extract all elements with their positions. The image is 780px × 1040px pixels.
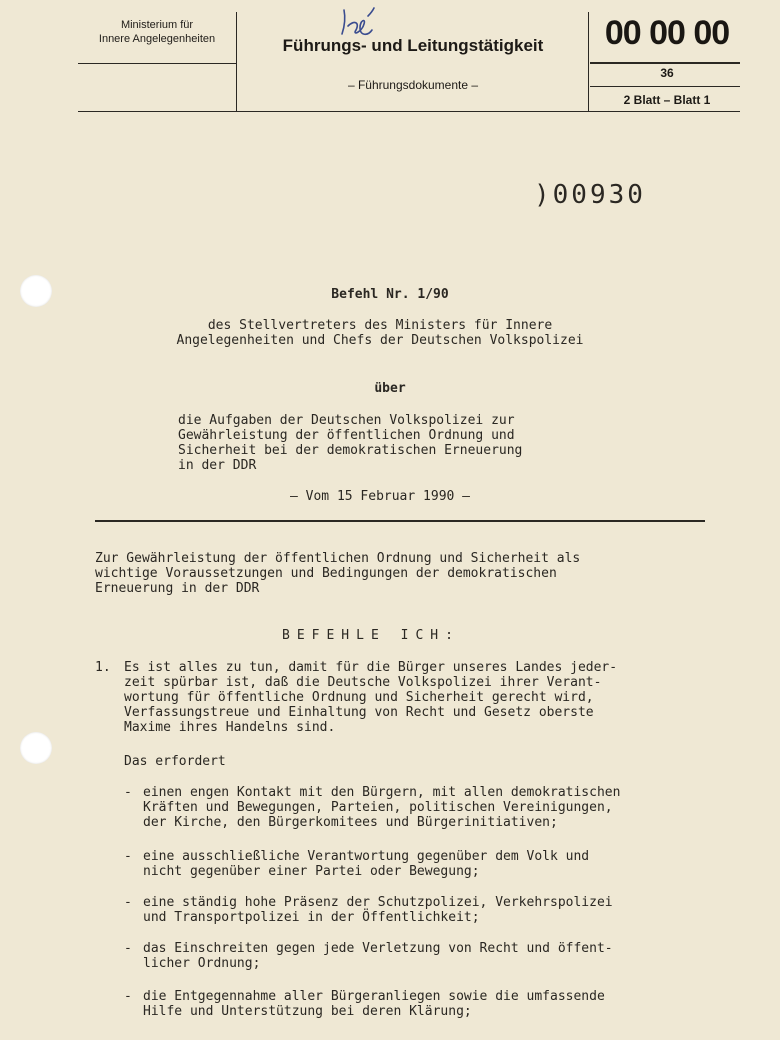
file-number: 36 [660, 66, 674, 80]
header-file-rule [590, 86, 740, 87]
ministry-name [78, 18, 236, 46]
issuer-line-2: Angelegenheiten und Chefs der Deutschen Volkspolizei [176, 333, 584, 348]
point-1-line-5: Maxime ihres Handelns sind. [124, 720, 336, 735]
header-divider-right [588, 12, 589, 112]
issuer-line-1: des Stellvertreters des Ministers für Innere [207, 318, 553, 333]
bullet-3-line-2: und Transportpolizei in der Öffentlichkeit; [143, 910, 480, 925]
bullet-5-line-2: Hilfe und Unterstützung bei deren Klärung; [143, 1004, 472, 1019]
bullet-dash: - [124, 941, 132, 956]
intro-line-2: wichtige Voraussetzungen und Bedingungen der demokratischen [95, 566, 557, 581]
letterhead-title: Führungs- und Leitungstätigkeit [282, 36, 544, 55]
heading-separator [95, 520, 705, 522]
point-1-line-3: wortung für öffentliche Ordnung und Sicherheit gerecht wird, [124, 690, 594, 705]
subject-line-4: in der DDR [178, 458, 257, 473]
header-number-rule [590, 62, 740, 64]
bullet-4-line-2: licher Ordnung; [143, 956, 261, 971]
bullet-5-line-1: die Entgegennahme aller Bürgeranliegen sowie die umfassende [143, 989, 605, 1004]
order-title: Befehl Nr. 1/90 [331, 287, 449, 302]
bullet-4-line-1: das Einschreiten gegen jede Verletzung von Recht und öffent- [143, 941, 613, 956]
bullet-1-line-2: Kräften und Bewegungen, Parteien, politischen Vereinigungen, [143, 800, 613, 815]
bullet-2-line-1: eine ausschließliche Verantwortung gegenüber dem Volk und [143, 849, 590, 864]
point-1-number: 1. [95, 660, 111, 675]
header-left-rule [78, 63, 236, 64]
bullet-dash: - [124, 849, 132, 864]
subject-line-3: Sicherheit bei der demokratischen Erneuerung [178, 443, 523, 458]
bullet-dash: - [124, 895, 132, 910]
header-bottom-rule [78, 111, 740, 112]
ministry-line-2: Innere Angelegenheiten [98, 33, 216, 45]
punch-hole-bottom [20, 732, 52, 764]
document-number: 00 00 00 [604, 14, 730, 52]
intro-line-1: Zur Gewährleistung der öffentlichen Ordnung und Sicherheit als [95, 551, 581, 566]
point-1-line-4: Verfassungstreue und Einhaltung von Recht und Gesetz oberste [124, 705, 594, 720]
about-word: über [374, 381, 406, 396]
order-date: – Vom 15 Februar 1990 – [289, 489, 470, 504]
bullet-2-line-2: nicht gegenüber einer Partei oder Bewegung; [143, 864, 480, 879]
intro-line-3: Erneuerung in der DDR [95, 581, 260, 596]
letterhead-subtitle: – Führungsdokumente – [347, 78, 479, 92]
subject-line-2: Gewährleistung der öffentlichen Ordnung und [178, 428, 515, 443]
bullet-dash: - [124, 989, 132, 1004]
subject-line-1: die Aufgaben der Deutschen Volkspolizei zur [178, 413, 515, 428]
bullet-1-line-3: der Kirche, den Bürgerkomitees und Bürgerinitiativen; [143, 815, 558, 830]
bullet-1-line-1: einen engen Kontakt mit den Bürgern, mit allen demokratischen [143, 785, 621, 800]
bullet-dash: - [124, 785, 132, 800]
sheet-info: 2 Blatt – Blatt 1 [623, 93, 711, 107]
stamp-number: )00930 [534, 180, 646, 210]
command-heading: BEFEHLE ICH: [282, 628, 460, 643]
ministry-line-1: Ministerium für [120, 19, 194, 31]
header-divider-left [236, 12, 237, 112]
point-1-line-2: zeit spürbar ist, daß die Deutsche Volkspolizei ihrer Verant- [124, 675, 602, 690]
requires-label: Das erfordert [124, 754, 226, 769]
handwritten-mark [338, 2, 388, 42]
bullet-3-line-1: eine ständig hohe Präsenz der Schutzpolizei, Verkehrspolizei [143, 895, 613, 910]
point-1-line-1: Es ist alles zu tun, damit für die Bürger unseres Landes jeder- [124, 660, 618, 675]
